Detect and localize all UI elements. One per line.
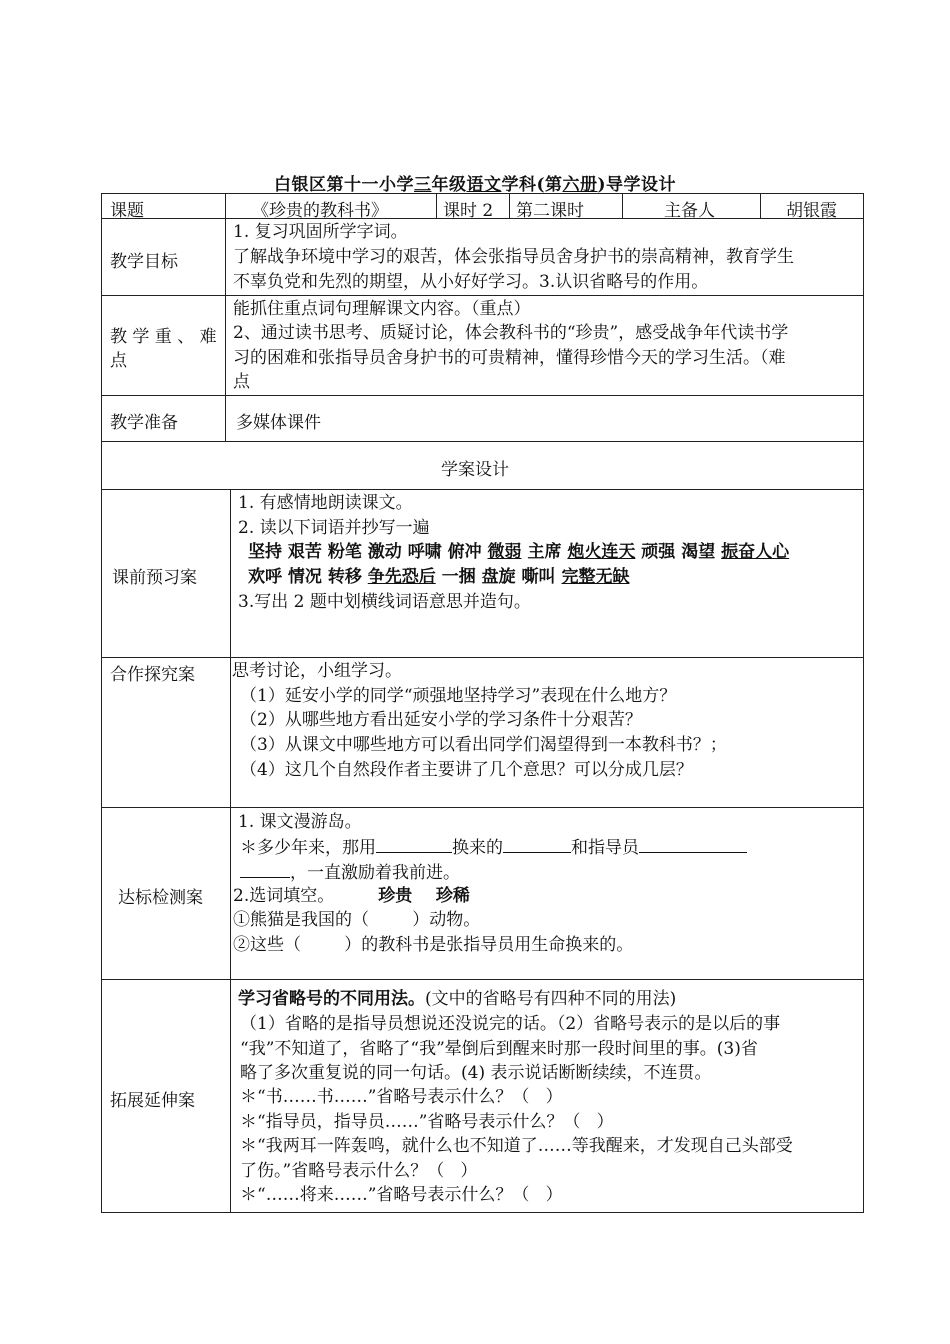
hours-value: 第二课时 [516, 201, 584, 221]
keypoints-label-2: 点 [110, 351, 127, 371]
vocab-word: 激动 [367, 542, 402, 562]
preview-label: 课前预习案 [112, 568, 197, 588]
goals-line-3: 不辜负党和先烈的期望，从小好好学习。3.认识省略号的作用。 [233, 272, 709, 292]
check-line-2-a: ＊多少年来，那用 [240, 838, 376, 858]
vocab-word: 呼啸 [407, 542, 442, 562]
vocab-word: 转移 [327, 567, 362, 587]
keypoints-line-4: 点 [233, 372, 250, 392]
goals-line-1: 1. 复习巩固所学字词。 [233, 222, 408, 242]
check-line-5: ①熊猫是我国的（ ）动物。 [233, 910, 481, 930]
preview-words-row-2 [248, 565, 629, 590]
title-prefix: 白银区第十一小学 [273, 175, 414, 195]
blank-3[interactable] [639, 834, 747, 853]
vocab-word: 顽强 [641, 542, 676, 562]
vocab-word: 主席 [527, 542, 562, 562]
vocab-word: 炮火连天 [567, 542, 636, 562]
title-suffix: )导学设计 [597, 175, 677, 195]
extend-line-2: “我”不知道了，省略了“我”晕倒后到醒来时那一段时间里的事。(3)省 [240, 1039, 758, 1059]
explore-line-4: （3）从课文中哪些地方可以看出同学们渴望得到一本教科书？； [240, 735, 727, 755]
extend-line-8: ＊“……将来……”省略号表示什么？（ ） [240, 1185, 563, 1205]
extend-line-3: 略了多次重复说的同一句话。(4) 表示说话断断续续，不连贯。 [240, 1063, 712, 1083]
vocab-word: 盘旋 [481, 567, 516, 587]
explore-label: 合作探究案 [110, 665, 195, 685]
title-volume: 六册 [562, 175, 598, 195]
design-header: 学案设计 [441, 460, 509, 480]
check-line-2-b: 换来的 [452, 838, 503, 858]
explore-line-1: 思考讨论，小组学习。 [232, 661, 402, 681]
topic-label: 课题 [110, 201, 144, 221]
explore-line-3: （2）从哪些地方看出延安小学的学习条件十分艰苦？ [240, 710, 642, 730]
explore-line-2: （1）延安小学的同学“顽强地坚持学习”表现在什么地方？ [240, 686, 677, 706]
preview-line-3: 3.写出 2 题中划横线词语意思并造句。 [238, 592, 531, 612]
hours-label: 课时 2 [443, 201, 494, 221]
check-line-1: 1. 课文漫游岛。 [238, 812, 362, 832]
vocab-word: 嘶叫 [521, 567, 556, 587]
check-line-3-text: ，一直激励着我前进。 [290, 863, 460, 883]
vocab-word: 粉笔 [327, 542, 362, 562]
check-line-4 [233, 884, 470, 909]
vocab-word: 振奋人心 [721, 542, 790, 562]
vocab-word: 渴望 [681, 542, 716, 562]
check-line-2-c: 和指导员 [571, 838, 639, 858]
document-title [0, 170, 950, 195]
extend-heading [238, 987, 676, 1012]
preview-words-row-1 [248, 540, 789, 565]
check-line-4-text: 2.选词填空。 [233, 886, 335, 906]
check-line-2 [240, 834, 747, 861]
extend-line-1: （1）省略的是指导员想说还没说完的话。（2）省略号表示的是以后的事 [240, 1014, 781, 1034]
keypoints-line-3: 习的困难和张指导员舍身护书的可贵精神，懂得珍惜今天的学习生活。（难 [233, 348, 786, 368]
title-grade: 三 [413, 175, 432, 195]
prep-label: 教学准备 [110, 413, 178, 433]
blank-4[interactable] [240, 859, 290, 878]
extend-line-6: ＊“我两耳一阵轰鸣，就什么也不知道了……等我醒来，才发现自己头部受 [240, 1136, 793, 1156]
check-line-6: ②这些（ ）的教科书是张指导员用生命换来的。 [233, 935, 634, 955]
blank-2[interactable] [503, 834, 571, 853]
title-subject: 语文 [466, 175, 502, 195]
check-line-3 [240, 859, 460, 886]
vocab-word: 俯冲 [447, 542, 482, 562]
extend-line-5: ＊“指导员，指导员……”省略号表示什么？（ ） [240, 1112, 614, 1132]
word-choices: 珍贵 珍稀 [378, 886, 470, 906]
title-mid2: 学科(第 [501, 175, 563, 195]
goals-label: 教学目标 [110, 252, 178, 272]
keypoints-line-1: 能抓住重点词句理解课文内容。（重点） [233, 299, 531, 319]
prep-value: 多媒体课件 [236, 413, 321, 433]
vocab-word: 一捆 [441, 567, 476, 587]
topic-value: 《珍贵的教科书》 [252, 201, 388, 221]
extend-heading-bold: 学习省略号的不同用法。 [238, 989, 425, 1009]
keypoints-label-1: 教 学 重 、 难 [110, 327, 217, 347]
preview-line-1: 1. 有感情地朗读课文。 [238, 493, 413, 513]
extend-line-4: ＊“书……书……”省略号表示什么？（ ） [240, 1087, 563, 1107]
extend-label: 拓展延伸案 [110, 1091, 195, 1111]
vocab-word: 艰苦 [287, 542, 322, 562]
check-label: 达标检测案 [118, 888, 203, 908]
keypoints-line-2: 2、通过读书思考、质疑讨论，体会教科书的“珍贵”，感受战争年代读书学 [233, 323, 789, 343]
vocab-word: 微弱 [487, 542, 522, 562]
preparer-label: 主备人 [664, 201, 715, 221]
preparer-value: 胡银霞 [786, 201, 837, 221]
explore-line-5: （4）这几个自然段作者主要讲了几个意思？可以分成几层？ [240, 760, 693, 780]
extend-line-7: 了伤。”省略号表示什么？（ ） [240, 1161, 478, 1181]
vocab-word: 欢呼 [248, 567, 282, 587]
blank-1[interactable] [376, 834, 452, 853]
vocab-word: 情况 [287, 567, 322, 587]
title-mid1: 年级 [431, 175, 467, 195]
vocab-word: 完整无缺 [561, 567, 630, 587]
vocab-word: 争先恐后 [367, 567, 436, 587]
extend-heading-rest: (文中的省略号有四种不同的用法) [425, 989, 677, 1009]
goals-line-2: 了解战争环境中学习的艰苦，体会张指导员舍身护书的崇高精神，教育学生 [233, 247, 794, 267]
preview-line-2: 2. 读以下词语并抄写一遍 [238, 518, 430, 538]
vocab-word: 坚持 [248, 542, 282, 562]
